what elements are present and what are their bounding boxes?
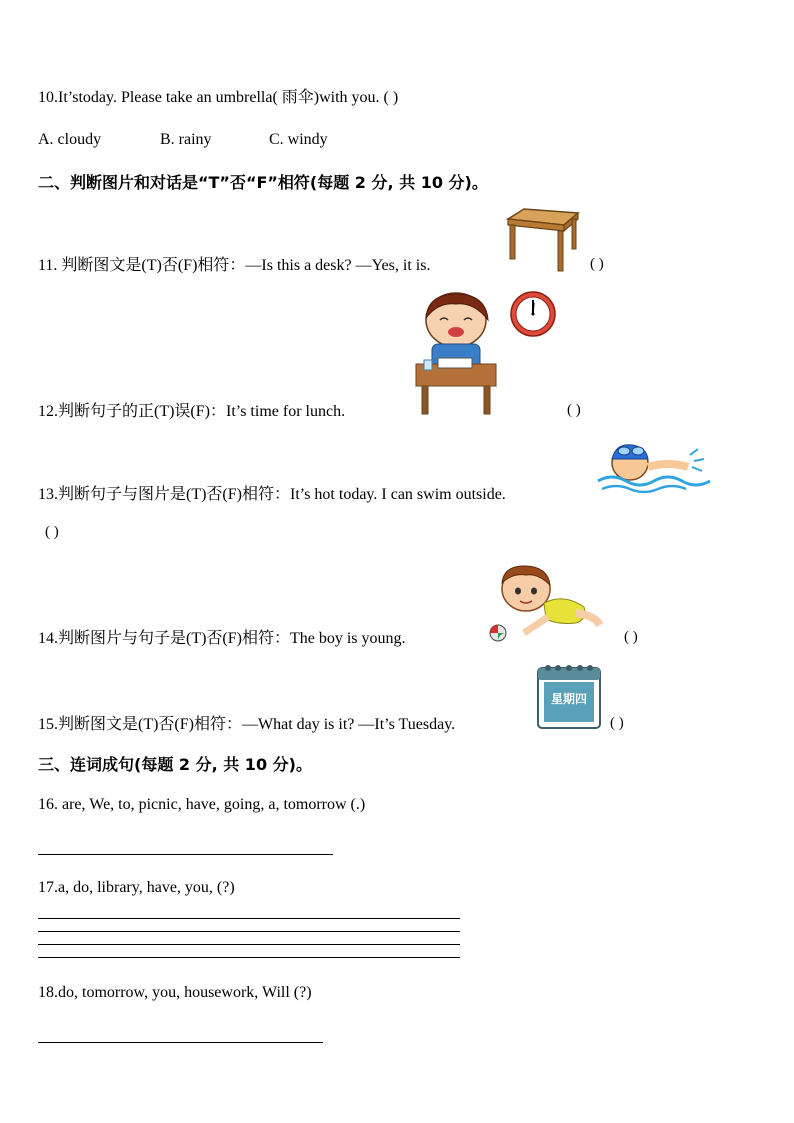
q12-text: 12.判断句子的正(T)误(F)：It’s time for lunch. [38, 403, 346, 420]
section3-heading: 三、连词成句(每题 2 分, 共 10 分)。 [38, 755, 312, 774]
section2-heading: 二、判断图片和对话是“T”否“F”相符(每题 2 分, 共 10 分)。 [38, 173, 488, 192]
q15-answer-paren[interactable]: ( ) [610, 715, 624, 731]
calendar-label: 星期四 [550, 692, 587, 706]
boy-eating-icon [410, 290, 500, 418]
q10-option-a: A. cloudy [38, 131, 102, 148]
q17-answer-line-2[interactable] [38, 931, 460, 932]
calendar-icon [536, 662, 602, 730]
desk-icon [504, 205, 580, 273]
q17-answer-line-1[interactable] [38, 918, 460, 919]
q17-answer-line-3[interactable] [38, 944, 460, 945]
q15-text: 15.判断图文是(T)否(F)相符：—What day is it? —It’s Tuesday. [38, 716, 456, 733]
clock-icon [508, 290, 558, 338]
q18-answer-line[interactable] [38, 1042, 323, 1043]
q12-answer-paren[interactable]: ( ) [567, 402, 581, 418]
swimmer-icon [596, 437, 712, 499]
q14-text: 14.判断图片与句子是(T)否(F)相符：The boy is young. [38, 630, 406, 647]
q16-answer-line[interactable] [38, 854, 333, 855]
q17-text: 17.a, do, library, have, you, (?) [38, 879, 235, 896]
q18-text: 18.do, tomorrow, you, housework, Will (?) [38, 984, 312, 1001]
q13-answer-paren[interactable]: ( ) [45, 524, 59, 540]
baby-crawling-icon [484, 563, 606, 643]
q10-options [38, 130, 328, 150]
q11-text: 11. 判断图文是(T)否(F)相符：—Is this a desk? —Yes, it is. [38, 257, 431, 274]
q17-answer-line-4[interactable] [38, 957, 460, 958]
q10-option-c: C. windy [269, 131, 328, 148]
q16-text: 16. are, We, to, picnic, have, going, a, tomorrow (.) [38, 796, 366, 813]
q10-text: 10.It’stoday. Please take an umbrella( 雨伞)with you. ( ) [38, 89, 399, 106]
q10-option-b: B. rainy [160, 131, 212, 148]
q13-text: 13.判断句子与图片是(T)否(F)相符：It’s hot today. I can swim outside. [38, 486, 506, 503]
q14-answer-paren[interactable]: ( ) [624, 629, 638, 645]
q11-answer-paren[interactable]: ( ) [590, 256, 604, 272]
